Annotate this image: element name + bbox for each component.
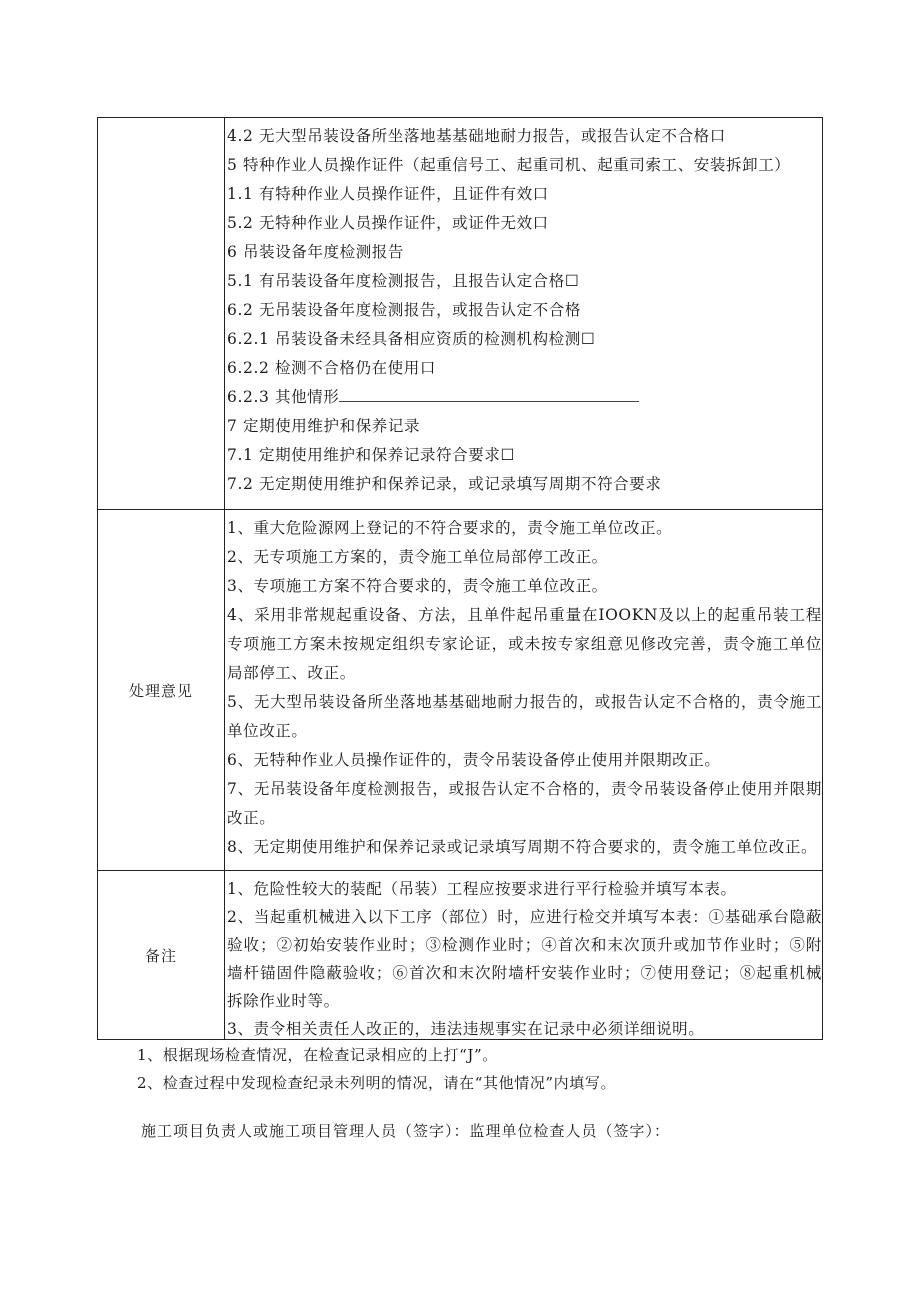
checklist-label-cell: [98, 118, 225, 509]
check-item: 6.2.1 吊装设备未经具备相应资质的检测机构检测☐: [227, 330, 596, 348]
inspection-table: [97, 117, 823, 1040]
check-item: 6.2 无吊装设备年度检测报告，或报告认定不合格: [227, 301, 581, 319]
check-item-other: [227, 383, 822, 412]
check-item: 6 吊装设备年度检测报告: [227, 243, 404, 261]
handling-item: 7、无吊装设备年度检测报告，或报告认定不合格的，责令吊装设备停止使用并限期改正。: [227, 780, 822, 827]
handling-item: 8、无定期使用维护和保养记录或记录填写周期不符合要求的，责令施工单位改正。: [227, 838, 818, 856]
remarks-item: 2、当起重机械进入以下工序（部位）时，应进行检交并填写本表：①基础承台隐蔽验收；②初始安装作业时；③检测作业时；④首次和末次顶升或加节作业时；⑤附墙杆锚固件隐蔽验收；⑥首次和末次附墙杆安装作业时；⑦使用登记；⑧起重机械拆除作业时等。: [227, 908, 822, 1010]
check-item: 6.2.2 检测不合格仍在使用口: [227, 359, 436, 377]
checklist-content: [225, 118, 822, 509]
check-item: 1.1 有特种作业人员操作证件，且证件有效口: [227, 185, 549, 203]
handling-content: [225, 510, 822, 870]
footnote-2: 2、检查过程中发现检查纪录未列明的情况，请在“其他情况”内填写。: [137, 1074, 617, 1092]
check-item: 7 定期使用维护和保养记录: [227, 417, 421, 435]
handling-item: 3、专项施工方案不符合要求的，责令施工单位改正。: [227, 577, 608, 595]
other-label: 6.2.3 其他情形: [227, 388, 340, 406]
handling-item: 6、无特种作业人员操作证件的，责令吊装设备停止使用并限期改正。: [227, 751, 721, 769]
check-item: 7.1 定期使用维护和保养记录符合要求☐: [227, 446, 515, 464]
remarks-item: 1、危险性较大的装配（吊装）工程应按要求进行平行检验并填写本表。: [227, 880, 737, 898]
remarks-content: [225, 871, 822, 1039]
remarks-row: [98, 870, 822, 1039]
check-item: 4.2 无大型吊装设备所坐落地基基础地耐力报告，或报告认定不合格口: [227, 127, 726, 145]
handling-label: 处理意见: [98, 510, 225, 870]
handling-item: 5、无大型吊装设备所坐落地基基础地耐力报告的，或报告认定不合格的，责令施工单位改正。: [227, 693, 822, 740]
handling-item: 2、无专项施工方案的，责令施工单位局部停工改正。: [227, 548, 608, 566]
handling-item: 4、采用非常规起重设备、方法，且单件起吊重量在IOOKN及以上的起重吊装工程专项施工方案未按规定组织专家论证，或未按专家组意见修改完善，责令施工单位局部停工、改正。: [227, 606, 822, 682]
signature-line: 施工项目负责人或施工项目管理人员（签字）：监理单位检查人员（签字）：: [141, 1122, 671, 1140]
other-blank-field[interactable]: [339, 385, 639, 402]
footnote-1: 1、根据现场检查情况，在检查记录相应的上打“J”。: [137, 1046, 498, 1064]
check-item: 7.2 无定期使用维护和保养记录，或记录填写周期不符合要求: [227, 475, 662, 493]
handling-item: 1、重大危险源网上登记的不符合要求的，责令施工单位改正。: [227, 519, 673, 537]
check-item: 5.1 有吊装设备年度检测报告，且报告认定合格☐: [227, 272, 580, 290]
handling-row: [98, 509, 822, 870]
check-item: 5 特种作业人员操作证件（起重信号工、起重司机、起重司索工、安装拆卸工）: [227, 156, 791, 174]
check-item: 5.2 无特种作业人员操作证件，或证件无效口: [227, 214, 549, 232]
remarks-label: 备注: [98, 871, 225, 1039]
checklist-row: [98, 118, 822, 509]
remarks-item: 3、责令相关责任人改正的，违法违规事实在记录中必须详细说明。: [227, 1020, 705, 1038]
